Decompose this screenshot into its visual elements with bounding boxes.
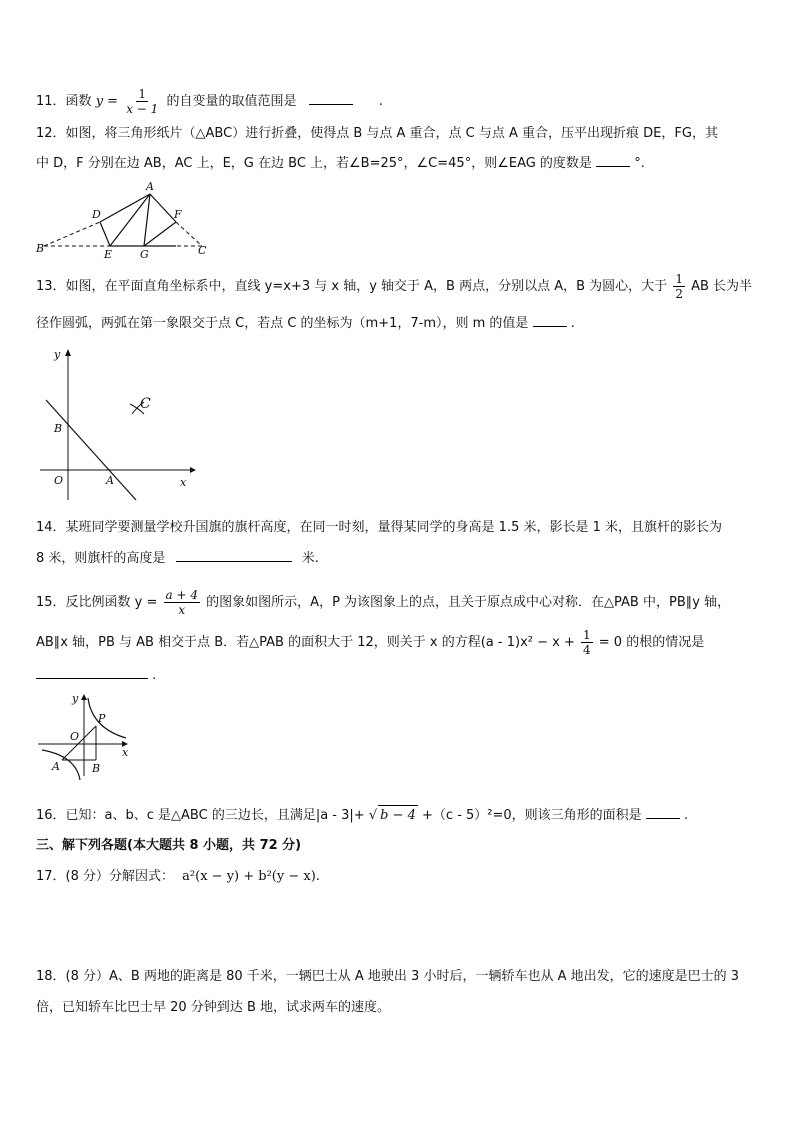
q15-figure: [36, 690, 136, 780]
q12-label-e: E: [104, 248, 113, 260]
q15-frac2-den: 4: [583, 643, 591, 657]
q15-fraction-2: [581, 628, 593, 657]
q13-line2: [36, 314, 758, 334]
q12-af-line: [150, 194, 176, 222]
q15-fraction: [164, 588, 200, 617]
q15-label-b: B: [92, 762, 101, 775]
q13-label-x: x: [180, 476, 187, 489]
q15-frac2-num: 1: [583, 628, 591, 642]
q13-frac-num: 1: [675, 272, 683, 286]
q15-label-a: A: [52, 760, 60, 773]
q11-end: .: [378, 94, 383, 109]
q12-label-b: B: [36, 242, 45, 255]
q13-fraction: [673, 272, 685, 301]
q15-line1-b: 的图象如图所示，A，P 为该图象上的点，且关于原点成中心对称．在△PAB 中，PB∥y 轴，: [206, 595, 731, 610]
q15-line2-b: = 0 的根的情况是: [598, 635, 705, 650]
q12-fc-dashed: [176, 222, 202, 246]
q13-label-b: B: [54, 422, 63, 435]
q11-fraction: [124, 87, 160, 116]
q13-line1-b: AB 长为半: [691, 279, 753, 294]
q12-fg-line: [144, 222, 176, 246]
q16-sqrt-content: b − 4: [378, 805, 418, 826]
q12-ag-line: [144, 194, 150, 246]
q13-frac-den: 2: [675, 287, 683, 301]
q12-label-f: F: [174, 208, 182, 221]
q11-prefix: 11．函数: [36, 94, 92, 109]
q15-answer-blank[interactable]: [36, 666, 148, 679]
q15-line3: [36, 666, 758, 686]
q14-answer-blank[interactable]: [176, 549, 292, 562]
q11-frac-den: x − 1: [126, 102, 159, 116]
q12-label-c: C: [198, 244, 207, 257]
q12-label-a: A: [146, 180, 154, 193]
q12-label-g: G: [140, 248, 149, 260]
q15-line2-a: AB∥x 轴，PB 与 AB 相交于点 B．若△PAB 的面积大于 12，则关于 x 的方程(a - 1)x² − x +: [36, 635, 575, 650]
q16-text-a: 16．已知：a、b、c 是△ABC 的三边长，且满足|a - 3|+: [36, 808, 365, 823]
q12-da-line: [100, 194, 150, 222]
q16-answer-blank[interactable]: [646, 806, 680, 819]
q11-y-eq: y =: [95, 94, 119, 109]
q13-label-a: A: [106, 474, 114, 487]
q16-sqrt-sign: √: [368, 808, 378, 823]
question-11: [36, 87, 758, 116]
q15-line1: [36, 588, 758, 617]
q12-line2-text: 中 D，F 分别在边 AB，AC 上，E，G 在边 BC 上，若∠B=25°，∠C=45°，则∠EAG 的度数是: [36, 156, 592, 171]
q13-label-o: O: [54, 474, 64, 487]
q13-figure: [36, 344, 206, 504]
q14-line2: [36, 549, 758, 569]
q18-line2: 倍，已知轿车比巴士早 20 分钟到达 B 地，试求两车的速度。: [36, 1000, 390, 1015]
q14-line1: 14．某班同学要测量学校升国旗的旗杆高度，在同一时刻，量得某同学的身高是 1.5 米，影长是 1 米，且旗杆的影长为: [36, 520, 723, 535]
q14-line2-text: 8 米，则旗杆的高度是: [36, 551, 166, 566]
q15-label-x: x: [122, 746, 129, 759]
q13-y-arrow: [65, 349, 71, 356]
section-3-title: 三、解下列各题(本大题共 8 小题，共 72 分): [36, 838, 302, 853]
q12-bd-dashed: [44, 222, 100, 246]
q11-suffix: 的自变量的取值范围是: [166, 94, 297, 109]
q12-label-d: D: [92, 208, 101, 221]
q12-line2-end: °.: [634, 156, 645, 171]
q13-line2-end: .: [570, 316, 575, 331]
q15-label-p: P: [98, 712, 106, 725]
q15-hyperbola-left: [42, 750, 80, 780]
q11-frac-num: 1: [138, 87, 147, 101]
q12-answer-blank[interactable]: [596, 154, 630, 167]
q13-line2-text: 径作圆弧，两弧在第一象限交于点 C，若点 C 的坐标为（m+1，7-m），则 m 的值是: [36, 316, 529, 331]
q15-frac-num: a + 4: [165, 588, 199, 602]
q12-figure: [36, 180, 216, 260]
q13-label-c: C: [140, 396, 151, 412]
q13-line1-a: 13．如图，在平面直角坐标系中，直线 y=x+3 与 x 轴，y 轴交于 A，B 两点，分别以点 A，B 为圆心，大于: [36, 279, 668, 294]
q15-frac-den: x: [178, 603, 186, 617]
question-17: [36, 867, 758, 887]
q18-line1: 18．(8 分）A、B 两地的距离是 80 千米，一辆巴士从 A 地驶出 3 小时后，一辆轿车也从 A 地出发，它的速度是巴士的 3: [36, 969, 740, 984]
q11-answer-blank[interactable]: [309, 92, 353, 105]
q15-label-y: y: [72, 692, 79, 705]
q15-label-o: O: [70, 730, 80, 743]
q15-line1-a: 15．反比例函数 y =: [36, 595, 158, 610]
q15-y-arrow: [81, 694, 87, 700]
q12-line2: [36, 154, 758, 174]
q17-text: 17．(8 分）分解因式：: [36, 869, 175, 884]
q14-line2-end: 米.: [301, 551, 319, 566]
q13-x-arrow: [190, 467, 196, 473]
q15-line3-end: .: [152, 668, 157, 683]
q16-end: .: [683, 808, 689, 823]
q12-de-line: [100, 222, 110, 246]
q12-line1: 12．如图，将三角形纸片（△ABC）进行折叠，使得点 B 与点 A 重合，点 C 与点 A 重合，压平出现折痕 DE，FG，其: [36, 126, 718, 141]
q16-text-b: +（c - 5）²=0，则该三角形的面积是: [422, 808, 642, 823]
q17-expression: a²(x − y) + b²(y − x).: [182, 869, 320, 884]
q13-label-y: y: [54, 348, 61, 361]
question-16: [36, 805, 758, 826]
q15-line2: [36, 628, 758, 657]
q13-line1: [36, 272, 758, 301]
q13-answer-blank[interactable]: [533, 314, 567, 327]
q12-ae-line: [110, 194, 150, 246]
q15-hyperbola-right: [88, 698, 126, 738]
